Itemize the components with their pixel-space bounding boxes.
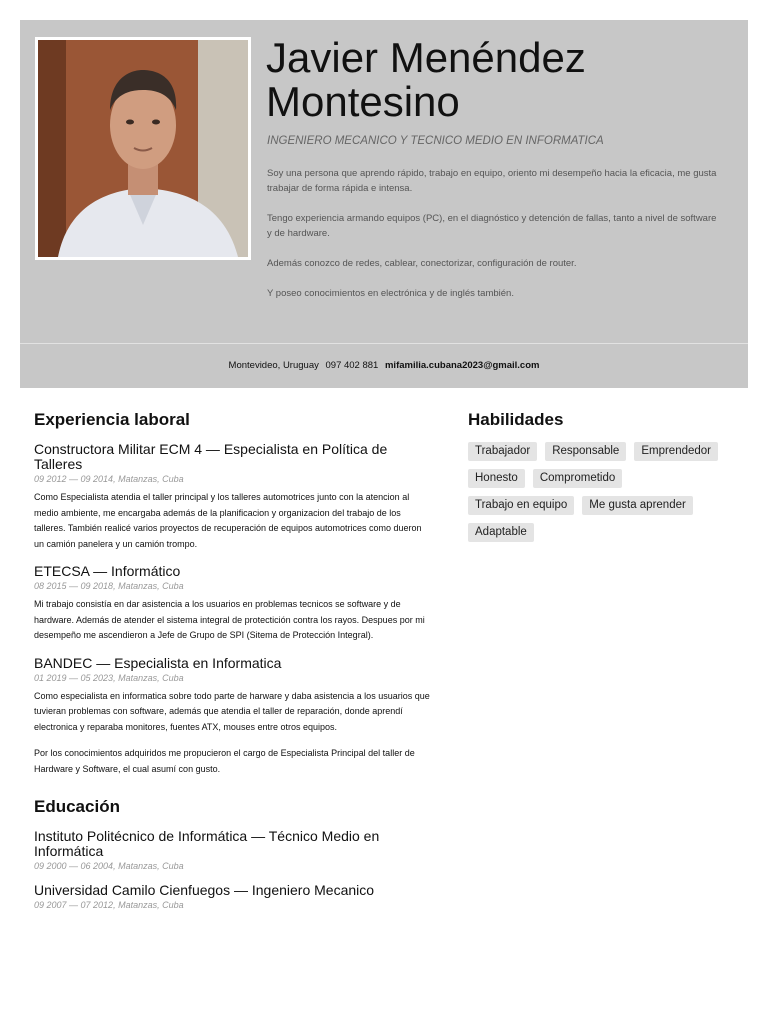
- bio-paragraph: Soy una persona que aprendo rápido, trabajo en equipo, oriento mi desempeño hacia la eficacia, me gusta trabajar de forma rápida e intensa.: [267, 168, 717, 194]
- skill-tag: Honesto: [468, 469, 525, 488]
- skills-heading: Habilidades: [468, 410, 564, 429]
- experience-heading: Experiencia laboral: [34, 410, 190, 429]
- bio-paragraph: Además conozco de redes, cablear, conectorizar, configuración de router.: [267, 258, 577, 269]
- contact-phone: 097 402 881: [325, 360, 379, 371]
- skill-tag: Me gusta aprender: [582, 496, 693, 515]
- bio-section: [267, 166, 717, 316]
- job-entry: [34, 656, 434, 778]
- education-entry: [34, 829, 434, 871]
- education-heading: Educación: [34, 797, 120, 816]
- education-meta: 09 2000 — 06 2004, Matanzas, Cuba: [34, 861, 184, 871]
- job-desc-paragraph: Como Especialista atendia el taller principal y los talleres automotrices junto con la atencion al medio ambiente, me encargaba además de la planificacion y organizacion del trabajo de los talleres. También realicé varios proyectos de recuperación de equipos automotrices como dueron un camión panelera y un camión trompo.: [34, 492, 422, 549]
- contact-email[interactable]: mifamilia.cubana2023@gmail.com: [384, 360, 540, 371]
- profile-header: [20, 20, 748, 388]
- skill-tag: Responsable: [545, 442, 626, 461]
- job-meta: 09 2012 — 09 2014, Matanzas, Cuba: [34, 474, 184, 484]
- job-subtitle: INGENIERO MECANICO Y TECNICO MEDIO EN INFORMATICA: [267, 135, 604, 147]
- main-column: [34, 410, 434, 922]
- bio-paragraph: Y poseo conocimientos en electrónica y de inglés también.: [267, 288, 514, 299]
- skills-list: [468, 442, 736, 550]
- job-desc-paragraph: Mi trabajo consistía en dar asistencia a los usuarios en problemas tecnicos se software y de hardware. Además de atender el sistema integral de protectición contra los rayos. Despues por mi desempeño me ascendieron a Jefe de Grupo de SPI (Sitema de Protección Integral).: [34, 599, 425, 640]
- contact-bar: [20, 360, 748, 371]
- person-portrait-icon: [38, 40, 248, 257]
- job-desc-paragraph: Por los conocimientos adquiridos me propucieron el cargo de Especialista Principal del taller de Hardware y Software, el cual asumí con gusto.: [34, 748, 415, 774]
- sidebar-column: [468, 410, 738, 550]
- education-meta: 09 2007 — 07 2012, Matanzas, Cuba: [34, 900, 184, 910]
- job-meta: 01 2019 — 05 2023, Matanzas, Cuba: [34, 672, 184, 683]
- job-meta: 08 2015 — 09 2018, Matanzas, Cuba: [34, 581, 184, 591]
- job-description: [34, 597, 434, 644]
- job-title: BANDEC — Especialista en Informatica: [34, 654, 282, 671]
- contact-location: Montevideo, Uruguay: [228, 360, 319, 371]
- profile-photo: [35, 37, 251, 260]
- skill-tag: Trabajador: [468, 442, 537, 461]
- job-entry: [34, 564, 434, 644]
- job-desc-paragraph: Como especialista en informatica sobre todo parte de harware y daba asistencia a los usuarios que tuvieran problemas con software, además que atendia el taller de reparación, donde aprendí electronica y reparaba monitores, fuentes ATX, mouses entre otros equipos.: [34, 690, 430, 732]
- education-entry: [34, 883, 434, 910]
- job-description: [34, 689, 434, 778]
- header-divider: [20, 343, 748, 344]
- skill-tag: Emprendedor: [634, 442, 718, 461]
- name-line-2: Montesino: [266, 78, 460, 125]
- skill-tag: Trabajo en equipo: [468, 496, 574, 515]
- candidate-name: [266, 36, 736, 124]
- name-line-1: Javier Menéndez: [266, 34, 586, 81]
- education-title: Universidad Camilo Cienfuegos — Ingeniero Mecanico: [34, 882, 375, 898]
- bio-paragraph: Tengo experiencia armando equipos (PC), en el diagnóstico y detención de fallas, tanto a nivel de software y de hardware.: [267, 213, 717, 239]
- education-title: Instituto Politécnico de Informática — Técnico Medio en Informática: [34, 828, 380, 859]
- skill-tag: Adaptable: [468, 523, 534, 542]
- job-description: [34, 490, 434, 552]
- job-title: Constructora Militar ECM 4 — Especialista en Política de Talleres: [34, 441, 388, 472]
- job-entry: [34, 442, 434, 552]
- skill-tag: Comprometido: [533, 469, 622, 488]
- job-title: ETECSA — Informático: [34, 563, 181, 579]
